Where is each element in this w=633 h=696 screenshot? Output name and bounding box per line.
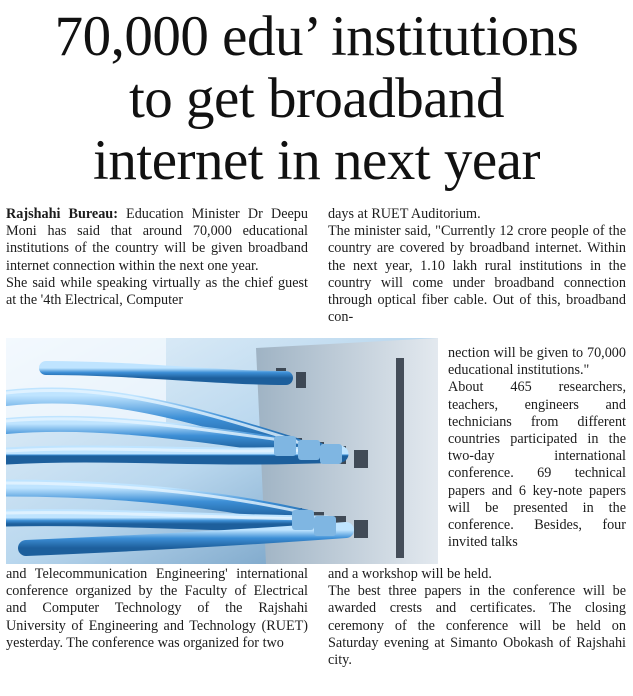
headline-line-2: to get broadband [128, 67, 505, 130]
lead-text: Education Minister Dr Deepu Moni has said that around 70,000 educational institutions of the country will be given broadband internet connection within the next one year. [6, 206, 308, 274]
paragraph: She said while speaking virtually as the chief guest at the '4th Electrical, Computer [6, 274, 308, 309]
left-column-top [6, 206, 308, 309]
paragraph: days at RUET Auditorium. [328, 206, 481, 222]
headline [0, 6, 633, 192]
right-column-middle [448, 345, 626, 551]
paragraph: and Telecommunication Engineering' international conference organized by the Faculty of Electrical and Computer Technology of the Rajshahi University of Engineering and Technology (RUET) yesterday. The conference was organized for two [6, 566, 308, 651]
paragraph: The best three papers in the conference will be awarded crests and certificates. The closing ceremony of the conference will be held on Saturday evening at Simanto Obokash of Rajshahi city. [328, 583, 626, 669]
paragraph: The minister said, "Currently 12 crore people of the country are covered by broadband internet. Within the next year, 1.10 lakh rural institutions in the country will come under broadband connection through optical fiber cable. Out of this, broadband con- [328, 223, 626, 326]
dateline: Rajshahi Bureau: [6, 206, 118, 222]
headline-line-1: 70,000 edu’ institutions [54, 5, 579, 68]
right-column-bottom [328, 566, 626, 669]
paragraph: nection will be given to 70,000 educational institutions." [448, 345, 626, 379]
paragraph: About 465 researchers, teachers, engineers and technicians from different countries participated in the two-day international conference. 69 technical papers and 6 key-note papers will be presented in the conference. Besides, four invited talks [448, 379, 626, 551]
left-column-bottom [6, 566, 308, 652]
photo-image [6, 338, 438, 564]
headline-line-3: internet in next year [93, 129, 540, 192]
paragraph: and a workshop will be held. [328, 566, 492, 582]
right-column-top [328, 206, 626, 326]
lead-paragraph [6, 206, 308, 275]
network-cables-photo [6, 338, 438, 564]
